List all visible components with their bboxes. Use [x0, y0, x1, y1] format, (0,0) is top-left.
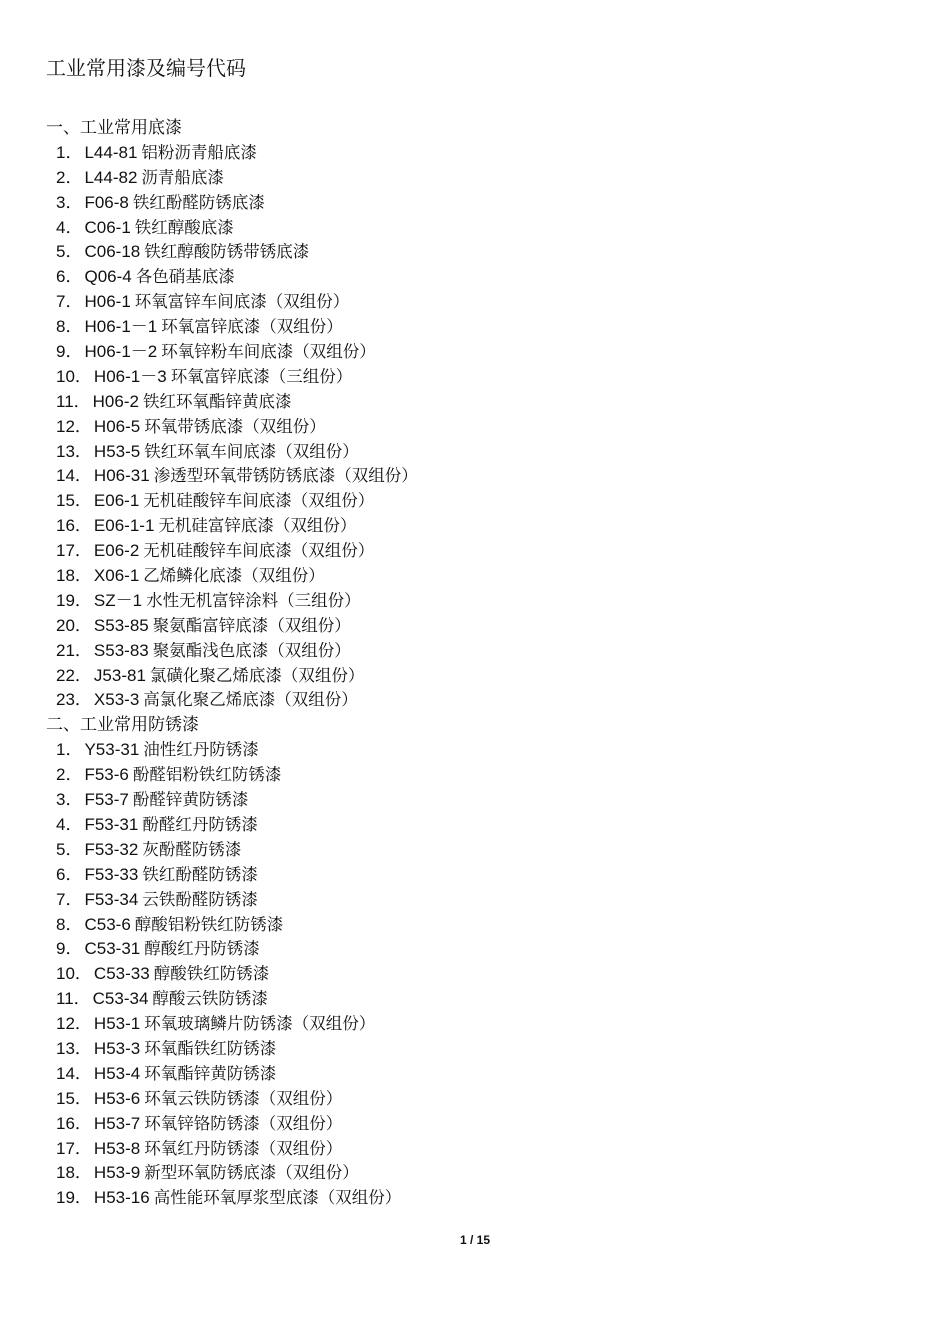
item-number: 11．	[56, 989, 91, 1009]
paint-code: F53-32	[84, 839, 139, 859]
paint-description: 环氧富锌底漆（双组份）	[161, 317, 343, 337]
list-item	[46, 415, 916, 440]
item-number: 5．	[56, 242, 83, 262]
paint-code: C53-6	[84, 914, 131, 934]
paint-code: H06-31	[93, 466, 150, 486]
paint-code: H53-1	[93, 1014, 141, 1034]
list-item	[46, 340, 916, 365]
list-item	[46, 489, 916, 514]
paint-code: X06-1	[93, 566, 140, 586]
list-item	[46, 240, 916, 265]
page-number: 1 / 15	[459, 1233, 491, 1247]
list-item	[46, 788, 916, 813]
paint-description: 醇酸铝粉铁红防锈漆	[134, 914, 284, 934]
document-content	[46, 116, 916, 1211]
list-item	[46, 1037, 916, 1062]
list-item	[46, 564, 916, 589]
item-number: 3．	[56, 192, 83, 212]
paint-code: H06-1	[84, 292, 131, 312]
paint-description: 铁红酚醛防锈漆	[142, 864, 258, 884]
list-item	[46, 614, 916, 639]
paint-description: 环氧酯铁红防锈漆	[144, 1038, 277, 1058]
list-item	[46, 141, 916, 166]
item-number: 15．	[56, 1088, 92, 1108]
item-number: 18．	[56, 566, 92, 586]
item-number: 1．	[56, 740, 83, 760]
paint-code: F53-31	[84, 814, 139, 834]
paint-code: F53-7	[84, 790, 129, 810]
list-item	[46, 1012, 916, 1037]
paint-code: F53-34	[84, 889, 139, 909]
item-number: 12．	[56, 1014, 92, 1034]
list-item	[46, 464, 916, 489]
item-number: 17．	[56, 1138, 92, 1158]
item-number: 13．	[56, 441, 92, 461]
paint-code: C53-31	[84, 939, 141, 959]
list-item	[46, 987, 916, 1012]
item-number: 9．	[56, 939, 83, 959]
item-number: 6．	[56, 864, 83, 884]
paint-code: H53-7	[93, 1113, 141, 1133]
list-item	[46, 738, 916, 763]
paint-description: 环氧富锌底漆（三组份）	[170, 366, 353, 386]
paint-code: S53-85	[93, 615, 149, 635]
list-item	[46, 440, 916, 465]
item-number: 6．	[56, 267, 83, 287]
paint-code: C06-18	[84, 242, 141, 262]
item-number: 14．	[56, 1063, 92, 1083]
section-item-list	[46, 141, 916, 713]
item-number: 12．	[56, 416, 92, 436]
paint-description: 酚醛铝粉铁红防锈漆	[132, 765, 282, 785]
list-item	[46, 1062, 916, 1087]
list-item	[46, 1186, 916, 1211]
paint-description: 无机硅富锌底漆（双组份）	[158, 516, 357, 536]
paint-code: E06-1-1	[93, 516, 155, 536]
item-number: 14．	[56, 466, 92, 486]
list-item	[46, 216, 916, 241]
list-item	[46, 813, 916, 838]
paint-description: 聚氨酯浅色底漆（双组份）	[152, 640, 351, 660]
paint-description: 铝粉沥青船底漆	[141, 142, 257, 162]
list-item	[46, 265, 916, 290]
paint-code: L44-81	[84, 142, 138, 162]
paint-description: 醇酸铁红防锈漆	[153, 964, 270, 984]
list-item	[46, 863, 916, 888]
paint-code: H53-4	[93, 1063, 141, 1083]
paint-code: F53-33	[84, 864, 139, 884]
item-number: 16．	[56, 516, 92, 536]
list-item	[46, 688, 916, 713]
list-item	[46, 962, 916, 987]
paint-description: 环氧云铁防锈漆（双组份）	[144, 1088, 343, 1108]
paint-code: J53-81	[93, 665, 146, 685]
paint-description: 新型环氧防锈底漆（双组份）	[144, 1163, 359, 1183]
item-number: 21．	[56, 640, 92, 660]
paint-description: 油性红丹防锈漆	[143, 740, 259, 760]
paint-code: E06-1	[93, 491, 140, 511]
paint-description: 灰酚醛防锈漆	[142, 839, 242, 859]
list-item	[46, 913, 916, 938]
item-number: 15．	[56, 491, 92, 511]
list-item	[46, 290, 916, 315]
paint-description: 环氧富锌车间底漆（双组份）	[134, 292, 350, 312]
section-heading: 二、工业常用防锈漆	[46, 715, 199, 736]
paint-description: 铁红酚醛防锈底漆	[132, 192, 265, 212]
paint-code: H06-1－1	[84, 317, 158, 337]
item-number: 4．	[56, 217, 83, 237]
list-item	[46, 1112, 916, 1137]
item-number: 20．	[56, 615, 92, 635]
paint-description: 沥青船底漆	[141, 167, 224, 187]
list-item	[46, 589, 916, 614]
list-item	[46, 539, 916, 564]
paint-code: H06-2	[92, 391, 139, 411]
paint-description: 环氧锌粉车间底漆（双组份）	[161, 342, 376, 362]
paint-code: F53-6	[84, 765, 129, 785]
paint-code: C53-34	[92, 989, 149, 1009]
paint-description: 氯磺化聚乙烯底漆（双组份）	[149, 665, 365, 685]
item-number: 2．	[56, 765, 83, 785]
paint-code: H53-9	[93, 1163, 141, 1183]
paint-code: X53-3	[93, 690, 140, 710]
item-number: 17．	[56, 541, 92, 561]
item-number: 8．	[56, 914, 83, 934]
paint-code: C06-1	[84, 217, 131, 237]
paint-description: 乙烯鳞化底漆（双组份）	[143, 566, 325, 586]
list-item	[46, 639, 916, 664]
paint-description: 环氧红丹防锈漆（双组份）	[144, 1138, 343, 1158]
paint-code: H53-3	[93, 1038, 141, 1058]
section-item-list	[46, 738, 916, 1211]
item-number: 7．	[56, 889, 83, 909]
paint-description: 铁红环氧车间底漆（双组份）	[144, 441, 359, 461]
item-number: 4．	[56, 814, 83, 834]
paint-code: H06-5	[93, 416, 141, 436]
paint-code: H53-5	[93, 441, 141, 461]
paint-description: 渗透型环氧带锈防锈底漆（双组份）	[153, 466, 418, 486]
item-number: 2．	[56, 167, 83, 187]
paint-code: H06-1－2	[84, 342, 158, 362]
paint-description: 醇酸红丹防锈漆	[144, 939, 260, 959]
paint-code: H53-16	[93, 1188, 150, 1208]
item-number: 5．	[56, 839, 83, 859]
paint-description: 环氧玻璃鳞片防锈漆（双组份）	[144, 1014, 376, 1034]
item-number: 18．	[56, 1163, 92, 1183]
item-number: 10．	[56, 366, 92, 386]
paint-description: 酚醛锌黄防锈漆	[132, 790, 249, 810]
list-item	[46, 315, 916, 340]
list-item	[46, 1087, 916, 1112]
paint-description: 无机硅酸锌车间底漆（双组份）	[143, 491, 375, 511]
paint-description: 酚醛红丹防锈漆	[142, 814, 258, 834]
paint-description: 醇酸云铁防锈漆	[152, 989, 268, 1009]
list-item	[46, 166, 916, 191]
item-number: 8．	[56, 317, 83, 337]
item-number: 9．	[56, 342, 83, 362]
item-number: 7．	[56, 292, 83, 312]
document-title: 工业常用漆及编号代码	[46, 56, 246, 80]
list-item	[46, 937, 916, 962]
paint-code: S53-83	[93, 640, 149, 660]
list-item	[46, 390, 916, 415]
item-number: 23．	[56, 690, 92, 710]
list-item	[46, 763, 916, 788]
list-item	[46, 838, 916, 863]
paint-description: 高氯化聚乙烯底漆（双组份）	[143, 690, 358, 710]
paint-code: C53-33	[93, 964, 150, 984]
paint-code: F06-8	[84, 192, 129, 212]
paint-description: 高性能环氧厚浆型底漆（双组份）	[153, 1188, 402, 1208]
paint-code: H53-6	[93, 1088, 141, 1108]
list-item	[46, 888, 916, 913]
list-item	[46, 365, 916, 390]
paint-code: Y53-31	[84, 740, 140, 760]
item-number: 19．	[56, 590, 92, 610]
paint-description: 聚氨酯富锌底漆（双组份）	[152, 615, 351, 635]
item-number: 22．	[56, 665, 92, 685]
item-number: 10．	[56, 964, 92, 984]
paint-description: 水性无机富锌涂料（三组份）	[146, 590, 361, 610]
paint-code: E06-2	[93, 541, 140, 561]
paint-description: 无机硅酸锌车间底漆（双组份）	[143, 541, 375, 561]
paint-description: 铁红醇酸底漆	[134, 217, 234, 237]
paint-description: 云铁酚醛防锈漆	[142, 889, 258, 909]
paint-code: Q06-4	[84, 267, 132, 287]
paint-code: SZ－1	[93, 590, 143, 610]
item-number: 19．	[56, 1188, 92, 1208]
list-item	[46, 664, 916, 689]
paint-description: 铁红醇酸防锈带锈底漆	[144, 242, 310, 262]
paint-description: 环氧酯锌黄防锈漆	[144, 1063, 277, 1083]
item-number: 11．	[56, 391, 91, 411]
paint-description: 环氧带锈底漆（双组份）	[144, 416, 326, 436]
list-item	[46, 1161, 916, 1186]
list-item	[46, 514, 916, 539]
item-number: 13．	[56, 1038, 92, 1058]
paint-description: 环氧锌铬防锈漆（双组份）	[144, 1113, 343, 1133]
item-number: 1．	[56, 142, 83, 162]
paint-description: 铁红环氧酯锌黄底漆	[142, 391, 292, 411]
paint-description: 各色硝基底漆	[135, 267, 235, 287]
paint-code: L44-82	[84, 167, 138, 187]
list-item	[46, 1137, 916, 1162]
section-heading: 一、工业常用底漆	[46, 118, 182, 138]
item-number: 16．	[56, 1113, 92, 1133]
paint-code: H06-1－3	[93, 366, 167, 386]
list-item	[46, 191, 916, 216]
item-number: 3．	[56, 790, 83, 810]
paint-code: H53-8	[93, 1138, 141, 1158]
